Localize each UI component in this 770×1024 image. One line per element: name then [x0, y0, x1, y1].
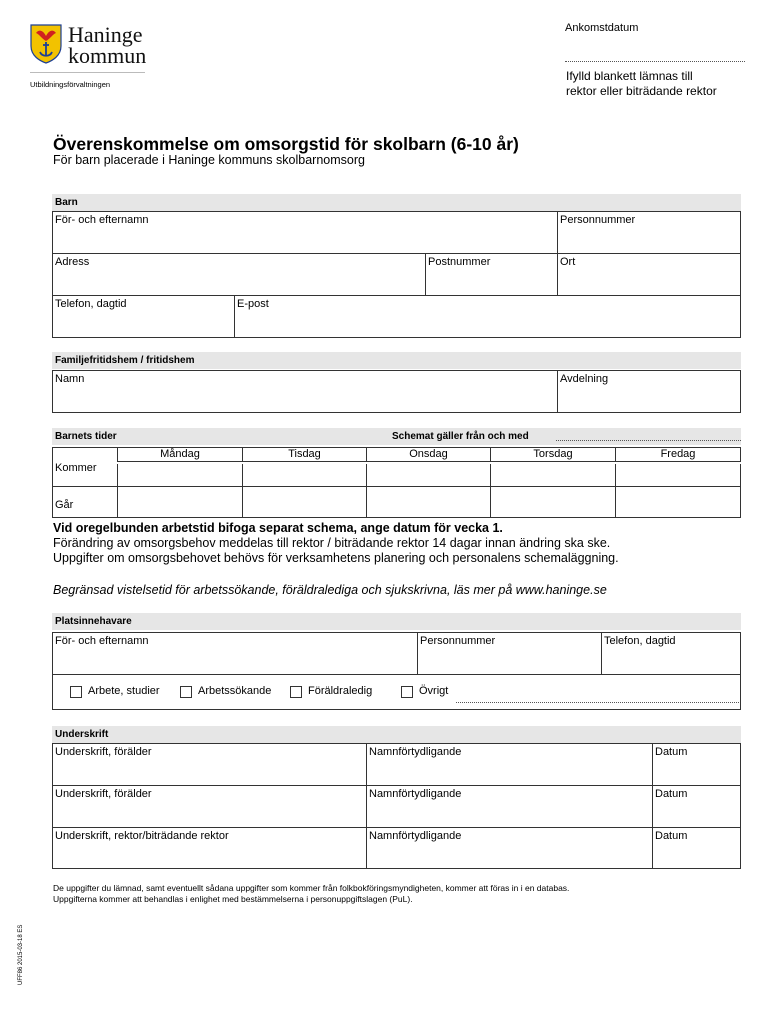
info-limited-time: Begränsad vistelsetid för arbetssökande, föräldralediga och sjukskrivna, läs mer på www.haninge.se	[53, 583, 607, 597]
child-phone-field[interactable]	[52, 295, 235, 338]
child-email-field[interactable]	[234, 295, 741, 338]
tuesday-arrive-cell[interactable]	[242, 447, 367, 487]
child-address-label: Adress	[55, 256, 90, 268]
schedule-valid-from-line[interactable]	[556, 440, 741, 441]
logo-divider	[30, 72, 145, 73]
date-2-label: Datum	[655, 788, 688, 800]
info-change-notice: Förändring av omsorgsbehov meddelas till rektor / biträdande rektor 14 dagar innan ändring ska ske.	[53, 536, 611, 550]
thursday-leave-cell[interactable]	[490, 486, 616, 518]
thursday-arrive-cell[interactable]	[490, 447, 616, 487]
holder-phone-label: Telefon, dagtid	[604, 635, 676, 647]
holder-phone-field[interactable]	[601, 632, 741, 675]
signature-parent-2-field[interactable]	[52, 785, 367, 828]
checkbox-other[interactable]	[401, 686, 413, 698]
arrival-date-label: Ankomstdatum	[565, 22, 639, 34]
schedule-corner-cell	[52, 447, 118, 487]
logo-line-2: kommun	[68, 43, 147, 68]
leaves-label: Går	[55, 499, 74, 511]
tuesday-leave-cell[interactable]	[242, 486, 367, 518]
form-code: UFF86 2015-03-18 ES	[18, 924, 24, 985]
schedule-info	[53, 521, 619, 566]
info-irregular-hours: Vid oregelbunden arbetstid bifoga separat schema, ange datum för vecka 1.	[53, 521, 503, 535]
date-2-field[interactable]	[652, 785, 741, 828]
day-label-monday: Måndag	[160, 448, 200, 460]
section-signature-heading: Underskrift	[52, 726, 741, 743]
care-unit-field[interactable]	[557, 370, 741, 413]
checkbox-work-studies-label: Arbete, studier	[88, 685, 160, 697]
submit-note-line-1: Ifylld blankett lämnas till	[566, 69, 693, 83]
schedule-heading-label: Barnets tider	[55, 431, 117, 442]
child-city-label: Ort	[560, 256, 576, 268]
clarification-2-label: Namnförtydligande	[369, 788, 462, 800]
clarification-3-field[interactable]	[366, 827, 653, 869]
checkbox-other-label: Övrigt	[419, 685, 449, 697]
clarification-2-field[interactable]	[366, 785, 653, 828]
form-subtitle: För barn placerade i Haninge kommuns skolbarnomsorg	[53, 153, 365, 167]
day-label-thursday: Torsdag	[533, 448, 573, 460]
section-holder-heading: Platsinnehavare	[52, 613, 741, 630]
holder-name-label: För- och efternamn	[55, 635, 149, 647]
submit-note	[566, 69, 756, 99]
department-name: Utbildningsförvaltningen	[30, 80, 111, 89]
municipality-logo-text	[68, 24, 146, 66]
day-header-divider	[117, 461, 741, 464]
privacy-footnote-line-1: De uppgifter du lämnad, samt eventuellt sådana uppgifter som kommer från folkbokföringsmyndigheten, kommer att föras in i en databas.	[53, 883, 570, 893]
child-pnr-field[interactable]	[557, 211, 741, 254]
checkbox-parental-leave[interactable]	[290, 686, 302, 698]
day-label-friday: Fredag	[660, 448, 696, 460]
checkbox-parental-leave-label: Föräldraledig	[308, 685, 373, 697]
info-planning: Uppgifter om omsorgsbehovet behövs för verksamhetens planering och personalens schemaläggning.	[53, 551, 619, 565]
leaves-label-cell	[52, 486, 118, 518]
checkbox-job-seeking[interactable]	[180, 686, 192, 698]
date-3-field[interactable]	[652, 827, 741, 869]
care-unit-label: Avdelning	[560, 373, 609, 385]
privacy-footnote	[53, 883, 569, 905]
holder-pnr-field[interactable]	[417, 632, 602, 675]
monday-leave-cell[interactable]	[117, 486, 243, 518]
child-name-field[interactable]	[52, 211, 558, 254]
friday-arrive-cell[interactable]	[615, 447, 741, 487]
day-label-wednesday: Onsdag	[409, 448, 448, 460]
child-postcode-field[interactable]	[425, 253, 558, 296]
privacy-footnote-line-2: Uppgifterna kommer att behandlas i enlighet med bestämmelserna i personuppgiftslagen (PuL).	[53, 894, 413, 904]
holder-name-field[interactable]	[52, 632, 418, 675]
submit-note-line-2: rektor eller biträdande rektor	[566, 84, 717, 98]
day-label-tuesday: Tisdag	[288, 448, 321, 460]
schedule-valid-from-label: Schemat gäller från och med	[392, 431, 529, 442]
child-phone-label: Telefon, dagtid	[55, 298, 127, 310]
monday-arrive-cell[interactable]	[117, 447, 243, 487]
arrival-date-line[interactable]	[565, 61, 745, 62]
child-city-field[interactable]	[557, 253, 741, 296]
child-name-label: För- och efternamn	[55, 214, 149, 226]
checkbox-work-studies[interactable]	[70, 686, 82, 698]
date-1-field[interactable]	[652, 743, 741, 786]
clarification-1-label: Namnförtydligande	[369, 746, 462, 758]
friday-leave-cell[interactable]	[615, 486, 741, 518]
signature-parent-1-field[interactable]	[52, 743, 367, 786]
section-schedule-heading	[52, 428, 741, 445]
holder-pnr-label: Personnummer	[420, 635, 496, 647]
signature-parent-2-label: Underskrift, förälder	[55, 788, 152, 800]
signature-principal-label: Underskrift, rektor/biträdande rektor	[55, 830, 229, 842]
other-specify-line[interactable]	[456, 702, 739, 703]
date-1-label: Datum	[655, 746, 688, 758]
municipality-crest-logo	[30, 24, 62, 64]
care-name-label: Namn	[55, 373, 85, 385]
logo-line-1: Haninge	[68, 22, 143, 47]
clarification-1-field[interactable]	[366, 743, 653, 786]
child-address-field[interactable]	[52, 253, 426, 296]
signature-principal-field[interactable]	[52, 827, 367, 869]
child-pnr-label: Personnummer	[560, 214, 636, 226]
wednesday-leave-cell[interactable]	[366, 486, 491, 518]
clarification-3-label: Namnförtydligande	[369, 830, 462, 842]
child-email-label: E-post	[237, 298, 269, 310]
date-3-label: Datum	[655, 830, 688, 842]
form-title: Överenskommelse om omsorgstid för skolbarn (6-10 år)	[53, 134, 519, 154]
wednesday-arrive-cell[interactable]	[366, 447, 491, 487]
arrives-label: Kommer	[55, 462, 97, 474]
signature-parent-1-label: Underskrift, förälder	[55, 746, 152, 758]
care-name-field[interactable]	[52, 370, 558, 413]
section-care-heading: Familjefritidshem / fritidshem	[52, 352, 741, 369]
section-child-heading: Barn	[52, 194, 741, 211]
child-postcode-label: Postnummer	[428, 256, 491, 268]
checkbox-job-seeking-label: Arbetssökande	[198, 685, 272, 697]
